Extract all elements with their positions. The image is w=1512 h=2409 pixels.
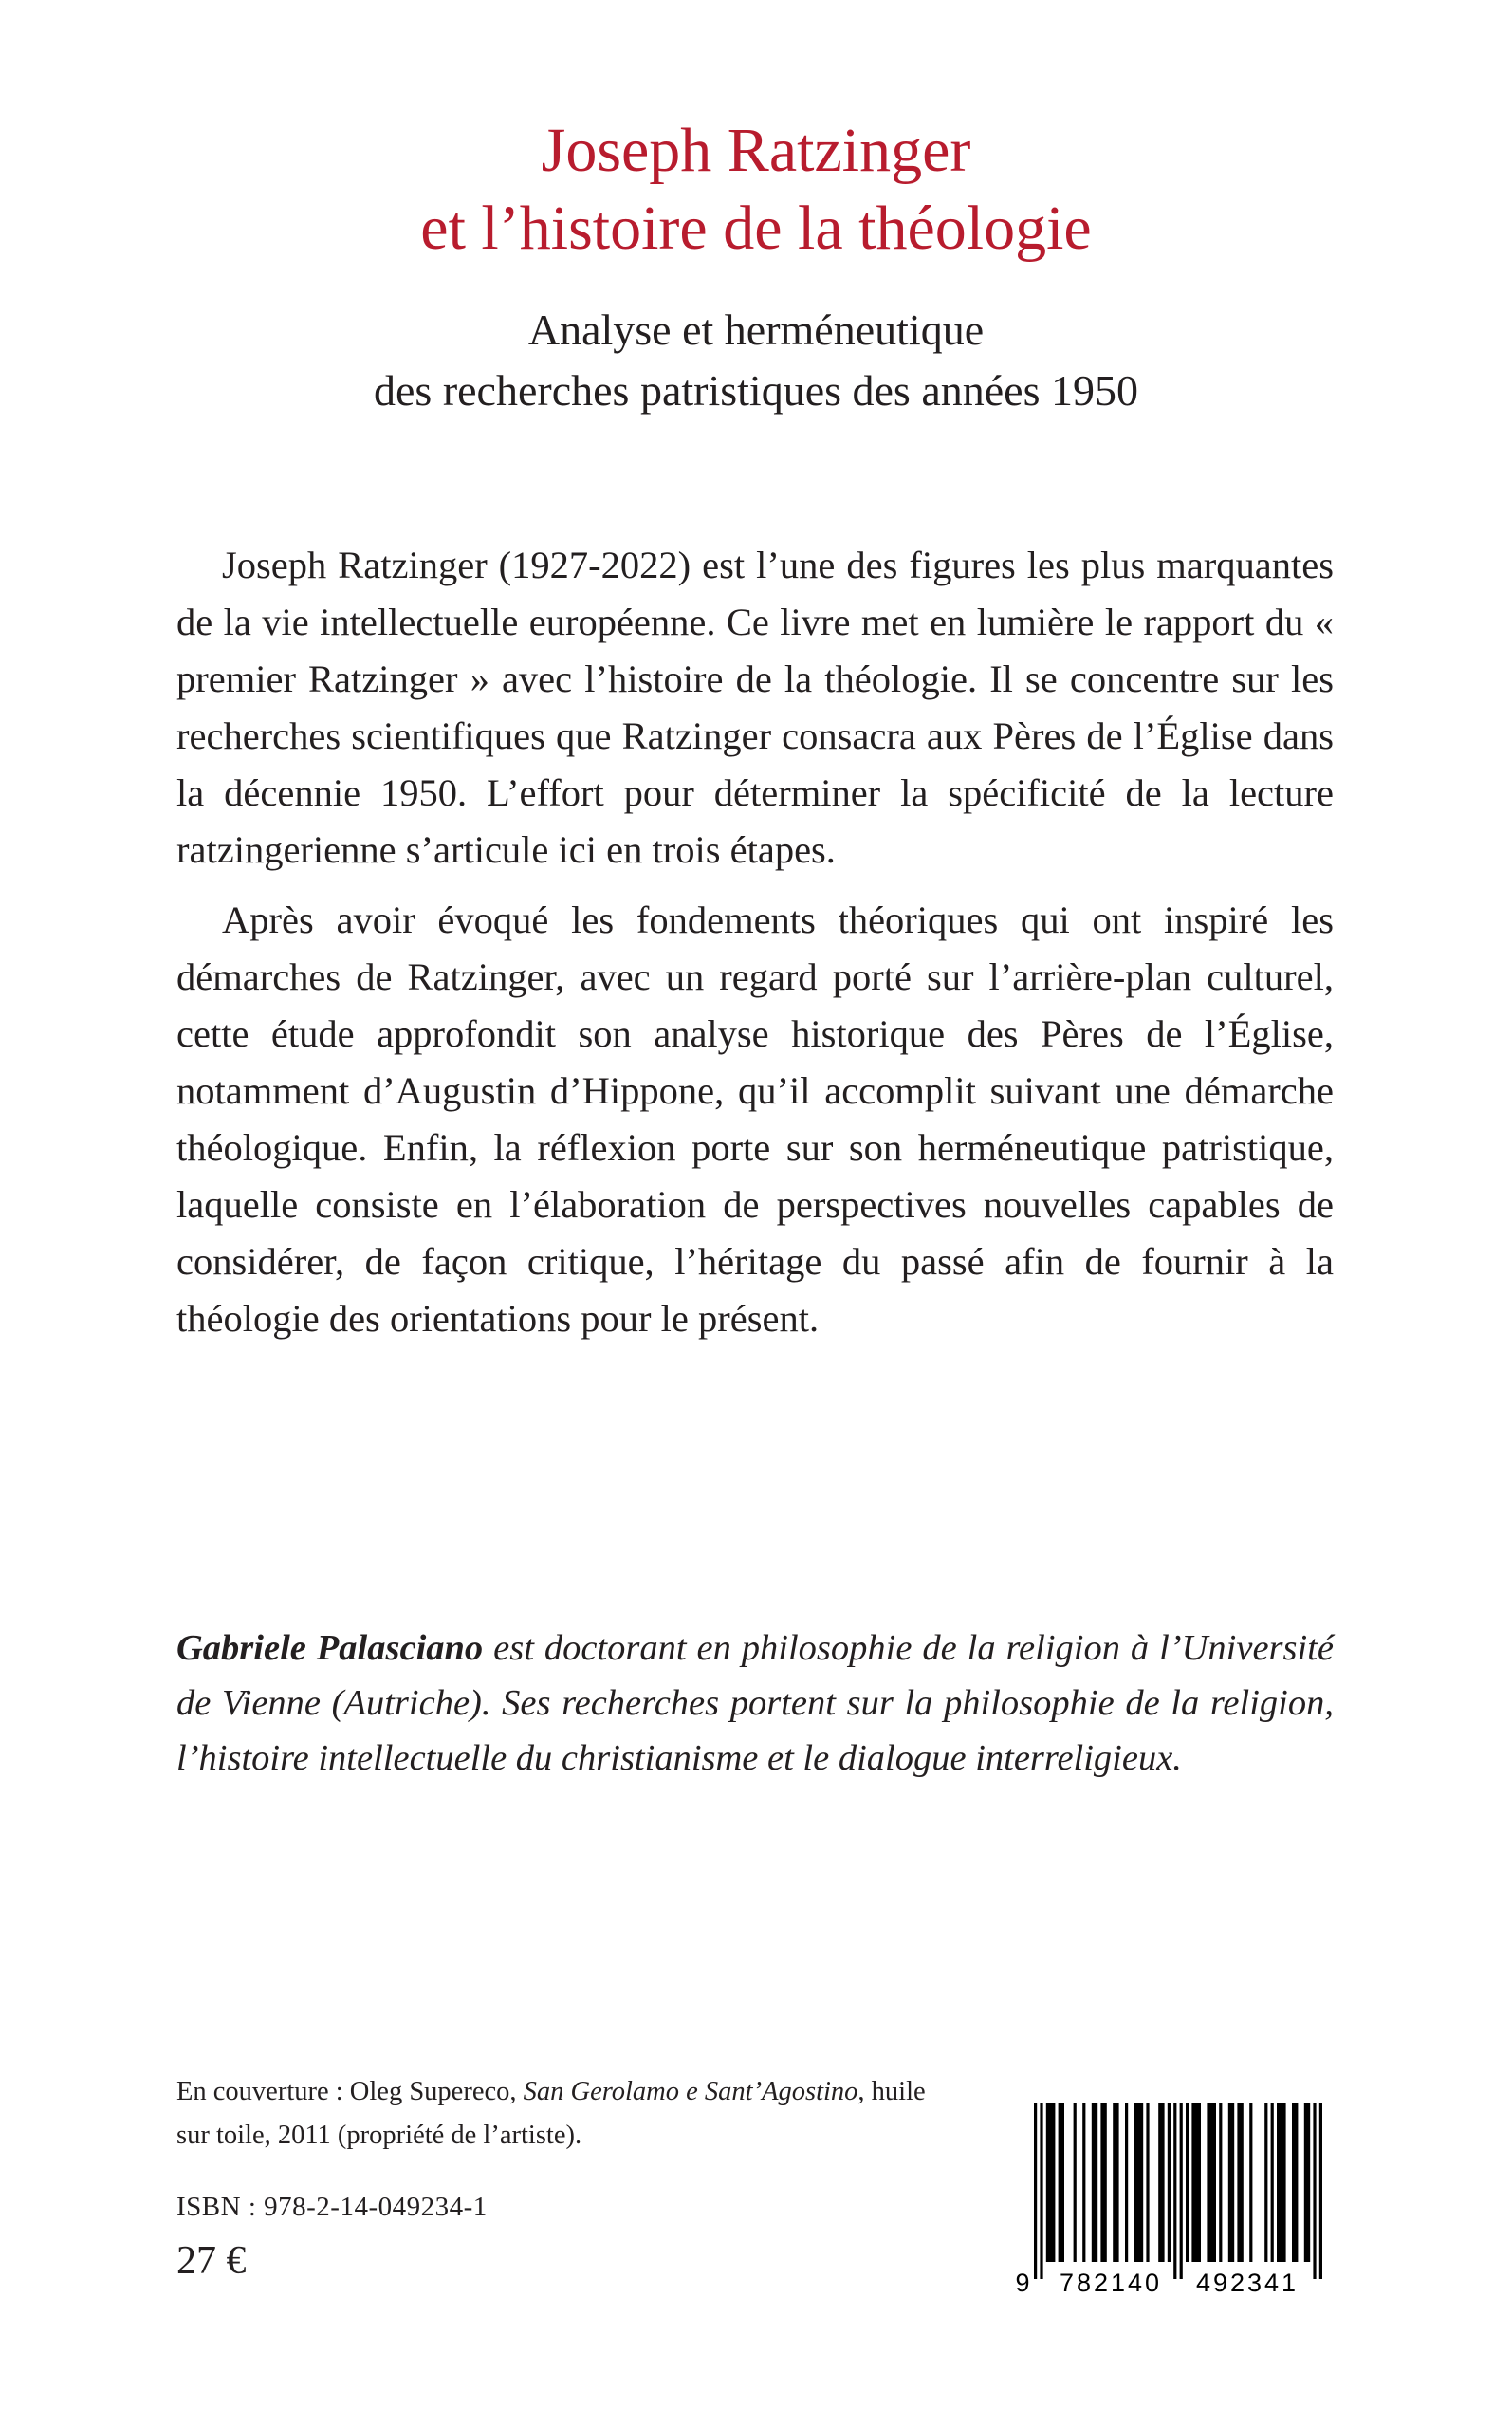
barcode-guard-bar	[1313, 2103, 1316, 2279]
isbn: ISBN : 978-2-14-049234-1	[176, 2192, 488, 2222]
cover-credit-suffix: , huile sur toile, 2011 (propriété de l’artiste).	[176, 2077, 926, 2150]
barcode-guard-bar	[1180, 2103, 1183, 2279]
subtitle-line-2: des recherches patristiques des années 1950	[374, 366, 1138, 415]
barcode-bar	[1249, 2103, 1252, 2262]
title-line-1: Joseph Ratzinger	[541, 116, 971, 185]
cover-credit-prefix: En couverture : Oleg Supereco,	[176, 2077, 524, 2106]
barcode-bar	[1046, 2103, 1056, 2262]
author-bio-text: est doctorant en philosophie de la religion à l’Université de Vienne (Autriche). Ses recherches portent sur la philosophie de la religion, l’histoire intellectuelle du christianisme et le dialogue interreligieux.	[176, 1628, 1334, 1778]
barcode-guard-bar	[1319, 2103, 1322, 2279]
barcode-graphic	[1015, 2099, 1334, 2298]
barcode-bar	[1292, 2103, 1298, 2262]
barcode-bar	[1100, 2103, 1106, 2262]
subtitle-line-1: Analyse et herméneutique	[527, 306, 985, 354]
barcode-bar	[1219, 2103, 1222, 2262]
barcode-bar	[1082, 2103, 1085, 2262]
summary-paragraph-1: Joseph Ratzinger (1927-2022) est l’une des figures les plus marquantes de la vie intellectuelle européenne. Ce livre met en lumière le rapport du « premier Ratzinger » avec l’histoire de la théologie. Il se concentre sur les recherches scientifiques que Ratzinger consacra aux Pères de l’Église dans la décennie 1950. L’effort pour déterminer la spécificité de la lecture ratzingerienne s’articule ici en trois étapes.	[176, 544, 1334, 871]
barcode-bar	[1277, 2103, 1286, 2262]
barcode-bar	[1228, 2103, 1234, 2262]
book-title	[0, 112, 1512, 268]
barcode-bar	[1125, 2103, 1128, 2262]
barcode-bar	[1264, 2103, 1267, 2262]
title-line-2: et l’histoire de la théologie	[420, 194, 1092, 263]
author-name: Gabriele Palasciano	[176, 1628, 484, 1668]
cover-artwork-title: San Gerolamo e Sant’Agostino	[523, 2077, 858, 2106]
barcode-bar	[1059, 2103, 1064, 2262]
barcode-right-digits: 492341	[1195, 2269, 1300, 2297]
barcode-bars	[1034, 2103, 1322, 2279]
barcode-bar	[1113, 2103, 1118, 2262]
barcode-bar	[1158, 2103, 1164, 2262]
barcode-bar	[1146, 2103, 1149, 2262]
barcode-guard-bar	[1040, 2103, 1042, 2279]
barcode-bar	[1271, 2103, 1274, 2262]
summary-paragraph-2: Après avoir évoqué les fondements théoriques qui ont inspiré les démarches de Ratzinger, avec un regard porté sur l’arrière-plan culturel, cette étude approfondit son analyse historique des Pères de l’Église, notamment d’Augustin d’Hippone, qu’il accomplit suivant une démarche théologique. Enfin, la réflexion porte sur son herméneutique patristique, laquelle consiste en l’élaboration de perspectives nouvelles capables de considérer, de façon critique, l’héritage du passé afin de fournir à la théologie des orientations pour le présent.	[176, 899, 1334, 1340]
barcode-bar	[1092, 2103, 1097, 2262]
barcode-lead-digit: 9	[1015, 2269, 1030, 2297]
barcode-bar	[1304, 2103, 1310, 2262]
barcode-bar	[1134, 2103, 1144, 2262]
summary-text	[176, 537, 1334, 1361]
barcode-bar	[1074, 2103, 1077, 2262]
price: 27 €	[176, 2239, 247, 2283]
book-subtitle	[0, 300, 1512, 421]
barcode-bar	[1168, 2103, 1171, 2262]
cover-credit	[176, 2070, 935, 2158]
barcode-bar	[1186, 2103, 1189, 2262]
barcode-left-digits: 782140	[1059, 2269, 1163, 2297]
barcode-bar	[1207, 2103, 1216, 2262]
barcode-guard-bar	[1173, 2103, 1176, 2279]
barcode-bar	[1191, 2103, 1201, 2262]
barcode-guard-bar	[1034, 2103, 1037, 2279]
barcode-bar	[1237, 2103, 1243, 2262]
isbn-barcode	[1015, 2099, 1334, 2298]
author-bio	[176, 1621, 1334, 1786]
